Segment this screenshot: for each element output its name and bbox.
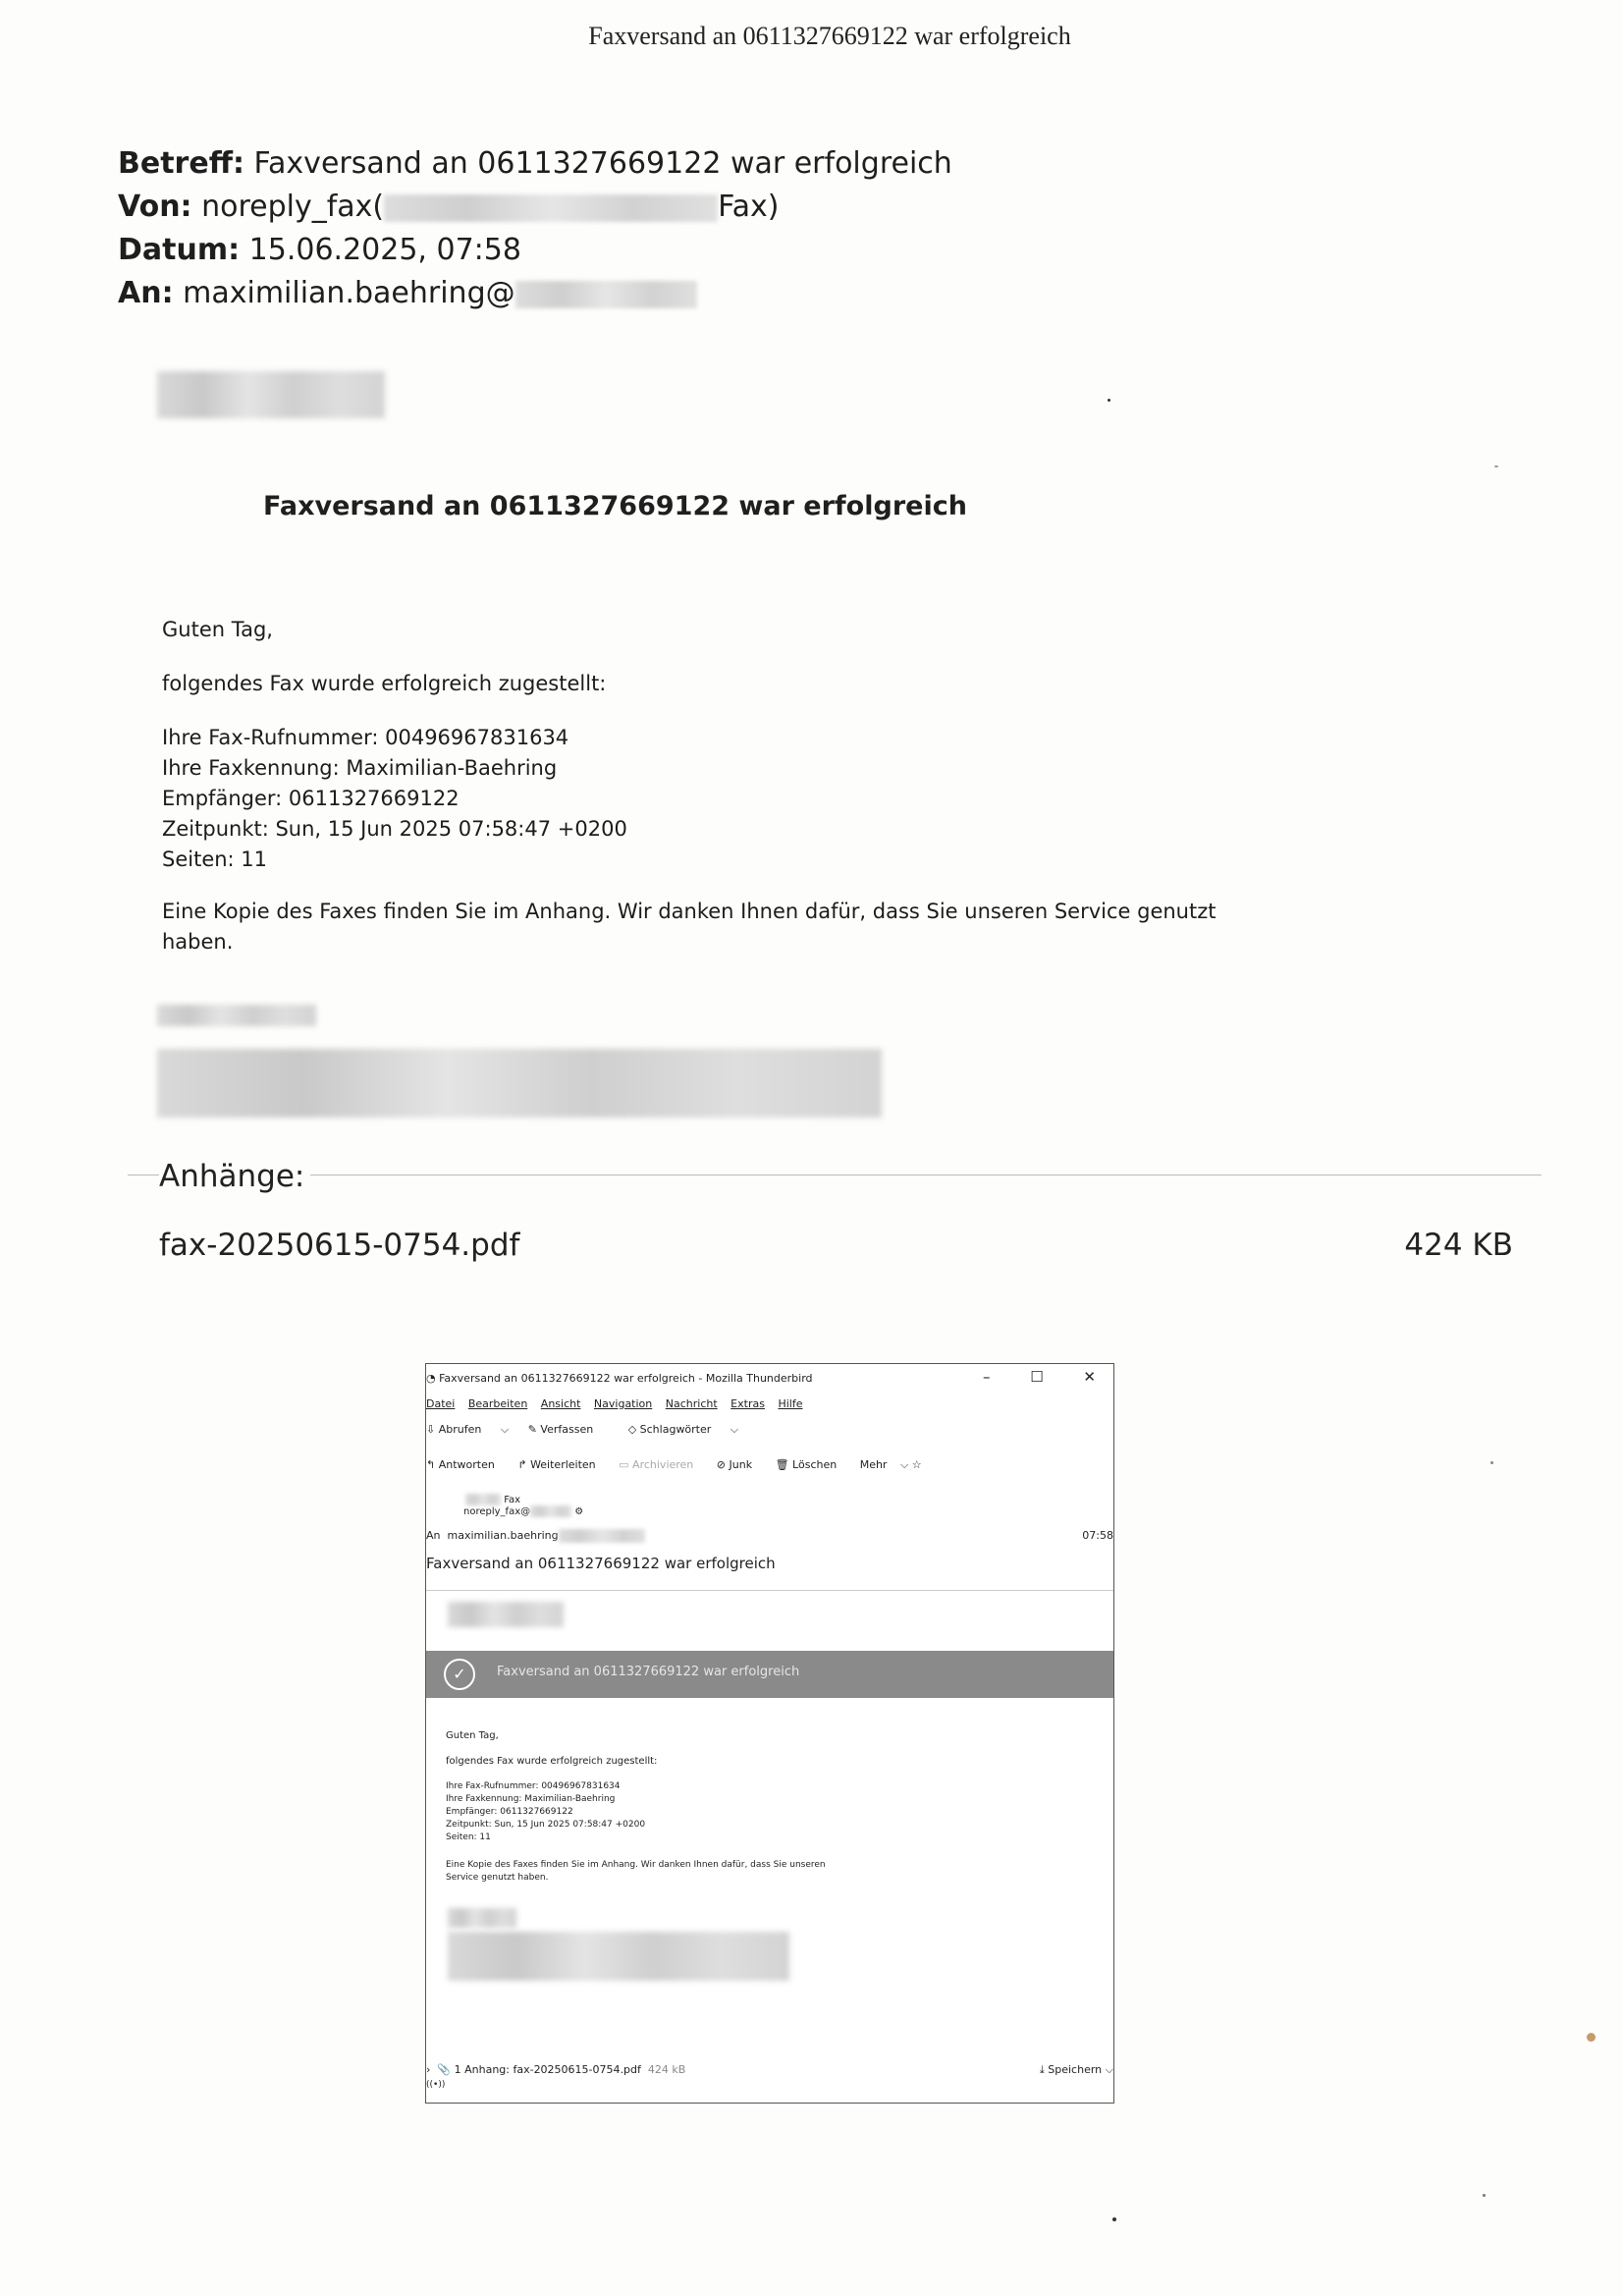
screenshot-banner: ✓ Faxversand an 0611327669122 war erfolgreich bbox=[426, 1651, 1113, 1698]
menu-datei: Datei bbox=[426, 1397, 456, 1410]
thunderbird-icon: ◔ bbox=[426, 1372, 440, 1385]
closing-text bbox=[162, 897, 1216, 957]
redacted-logo bbox=[157, 371, 385, 418]
check-icon: ✓ bbox=[444, 1659, 475, 1690]
to-label: An: bbox=[118, 276, 174, 310]
screenshot-details: Ihre Fax-Rufnummer: 00496967831634 Ihre Faxkennung: Maximilian-Baehring Empfänger: 0611327669122 Zeitpunkt: Sun, 15 Jun 2025 07:58:47 +0200 Seiten: 11 bbox=[446, 1781, 646, 1842]
screenshot-redacted-sig-name bbox=[448, 1908, 516, 1928]
menu-nachricht: Nachricht bbox=[665, 1397, 718, 1410]
screenshot-actions bbox=[426, 1458, 1113, 1472]
menu-extras: Extras bbox=[730, 1397, 765, 1410]
menu-bearbeiten: Bearbeiten bbox=[467, 1397, 528, 1410]
redacted-sender bbox=[384, 194, 718, 222]
action-antworten: ↰ Antworten bbox=[426, 1458, 495, 1471]
tool-abrufen: ⇩ Abrufen ⌵ bbox=[426, 1423, 510, 1436]
tool-verfassen: ✎ Verfassen bbox=[527, 1423, 594, 1436]
action-junk: ⊘ Junk bbox=[716, 1458, 753, 1471]
screenshot-divider bbox=[426, 1590, 1113, 1591]
detail-recipient: Empfänger: 0611327669122 bbox=[162, 787, 460, 810]
screenshot-toolbar bbox=[426, 1423, 1113, 1437]
action-archivieren: ▭ Archivieren bbox=[619, 1458, 694, 1471]
signal-icon: ((•)) bbox=[426, 2080, 446, 2090]
from-prefix: noreply_fax( bbox=[201, 190, 385, 224]
closing-line-1: Eine Kopie des Faxes finden Sie im Anhang. Wir danken Ihnen dafür, dass Sie unseren Service genutzt bbox=[162, 900, 1217, 923]
screenshot-redacted-logo bbox=[448, 1602, 564, 1627]
screenshot-to: An maximilian.baehring bbox=[426, 1529, 1113, 1543]
from-label: Von: bbox=[118, 190, 192, 224]
fax-details bbox=[162, 723, 627, 875]
redacted-recipient-domain bbox=[515, 281, 697, 308]
attachment-filename[interactable]: fax-20250615-0754.pdf bbox=[159, 1228, 520, 1263]
scan-speck bbox=[1494, 465, 1498, 467]
from-suffix: Fax) bbox=[718, 190, 780, 224]
screenshot-greeting: Guten Tag, bbox=[446, 1730, 499, 1741]
action-mehr: Mehr ⌵ ☆ bbox=[859, 1458, 922, 1471]
embedded-screenshot bbox=[425, 1363, 1114, 2104]
detail-fax-id: Ihre Faxkennung: Maximilian-Baehring bbox=[162, 756, 558, 780]
attachment-size: 424 KB bbox=[1404, 1228, 1513, 1263]
page-title: Faxversand an 0611327669122 war erfolgreich bbox=[588, 22, 1071, 50]
window-controls: – ☐ ✕ bbox=[982, 1368, 1113, 1386]
date-label: Datum: bbox=[118, 233, 241, 267]
mail-heading: Faxversand an 0611327669122 war erfolgreich bbox=[263, 491, 967, 521]
scan-speck bbox=[1112, 2217, 1116, 2221]
tool-schlagwoerter: ◇ Schlagwörter ⌵ bbox=[627, 1423, 739, 1436]
scan-speck bbox=[1490, 1461, 1493, 1464]
to-prefix: maximilian.baehring@ bbox=[183, 276, 515, 310]
redacted-signature-block bbox=[157, 1049, 882, 1118]
action-weiterleiten: ↱ Weiterleiten bbox=[517, 1458, 596, 1471]
screenshot-save: ⤓ Speichern ⌵ bbox=[1039, 2063, 1113, 2076]
from-line bbox=[118, 186, 779, 229]
detail-fax-number: Ihre Fax-Rufnummer: 00496967831634 bbox=[162, 726, 569, 749]
detail-timestamp: Zeitpunkt: Sun, 15 Jun 2025 07:58:47 +0200 bbox=[162, 817, 627, 841]
attachments-label: Anhänge: bbox=[159, 1159, 310, 1194]
menu-navigation: Navigation bbox=[593, 1397, 653, 1410]
subject-line bbox=[118, 142, 952, 186]
subject-label: Betreff: bbox=[118, 146, 244, 181]
screenshot-subject: Faxversand an 0611327669122 war erfolgreich bbox=[426, 1555, 776, 1572]
menu-hilfe: Hilfe bbox=[778, 1397, 803, 1410]
date-value: 15.06.2025, 07:58 bbox=[248, 233, 521, 267]
screenshot-window-title: ◔ Faxversand an 0611327669122 war erfolgreich - Mozilla Thunderbird bbox=[426, 1372, 813, 1385]
screenshot-menubar bbox=[426, 1397, 1113, 1410]
screenshot-from: Fax noreply_fax@ ⚙ bbox=[463, 1495, 584, 1517]
greeting: Guten Tag, bbox=[162, 618, 273, 641]
date-line bbox=[118, 229, 521, 272]
closing-line-2: haben. bbox=[162, 930, 234, 954]
to-line bbox=[118, 272, 697, 315]
intro-text: folgendes Fax wurde erfolgreich zugestellt: bbox=[162, 672, 607, 695]
detail-pages: Seiten: 11 bbox=[162, 847, 268, 871]
screenshot-closing: Eine Kopie des Faxes finden Sie im Anhang. Wir danken Ihnen dafür, dass Sie unseren Service genutzt haben. bbox=[446, 1860, 826, 1883]
menu-ansicht: Ansicht bbox=[540, 1397, 581, 1410]
screenshot-redacted-sig-block bbox=[448, 1932, 789, 1981]
paperclip-icon: 📎 bbox=[437, 2063, 452, 2076]
subject-value: Faxversand an 0611327669122 war erfolgreich bbox=[253, 146, 952, 181]
scan-speck bbox=[1587, 2033, 1596, 2042]
action-loeschen: 🗑 Löschen bbox=[775, 1458, 838, 1471]
screenshot-time: 07:58 bbox=[1082, 1529, 1113, 1542]
scan-speck bbox=[1108, 399, 1110, 402]
screenshot-attachment-bar: › 📎 1 Anhang: fax-20250615-0754.pdf 424 kB ((•)) bbox=[426, 2063, 1113, 2090]
scan-speck bbox=[1483, 2194, 1486, 2197]
chevron-right-icon: › bbox=[426, 2063, 431, 2076]
redacted-signature-name bbox=[157, 1005, 316, 1026]
screenshot-intro: folgendes Fax wurde erfolgreich zugestellt: bbox=[446, 1756, 658, 1767]
